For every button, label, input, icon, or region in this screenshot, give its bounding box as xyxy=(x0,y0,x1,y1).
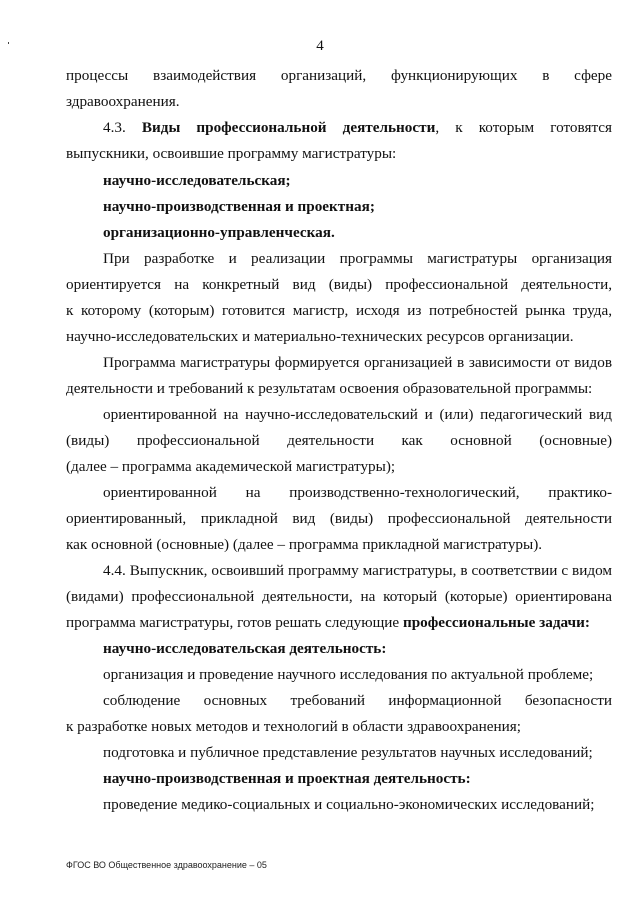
text-line: проведение медико-социальных и социально-экономических исследований; xyxy=(103,796,595,813)
section-4-4-text: 4.4. Выпускник, освоивший программу магистратуры, в соответствии с видом xyxy=(103,562,612,579)
text-line: к которому (которым) готовится магистр, исходя из потребностей рынка труда, xyxy=(66,302,612,319)
text-line: выпускники, освоившие программу магистратуры: xyxy=(66,145,397,162)
text-line: (виды) профессиональной деятельности как основной (основные) xyxy=(66,432,612,449)
text-line: подготовка и публичное представление результатов научных исследований; xyxy=(103,744,593,761)
text-line: ориентированный, прикладной вид (виды) профессиональной деятельности xyxy=(66,510,612,527)
page-number: 4 xyxy=(316,38,324,54)
text-line: как основной (основные) (далее – программа прикладной магистратуры). xyxy=(66,536,543,553)
text-line: здравоохранения. xyxy=(66,93,180,110)
text-line: процессы взаимодействия организаций, функционирующих в сфере xyxy=(66,67,612,84)
text-line: организация и проведение научного исследования по актуальной проблеме; xyxy=(103,666,594,683)
activity-type-item: научно-производственная и проектная; xyxy=(103,198,375,215)
task-group-heading: научно-исследовательская деятельность: xyxy=(103,640,387,657)
text-run: , к которым готовятся xyxy=(435,119,612,136)
text-line: (далее – программа академической магистратуры); xyxy=(66,458,396,475)
section-number: 4.3. xyxy=(103,119,142,136)
task-group-heading: научно-производственная и проектная деятельность: xyxy=(103,770,471,787)
text-line: Программа магистратуры формируется организацией в зависимости от видов xyxy=(103,354,612,371)
text-line: к разработке новых методов и технологий в области здравоохранения; xyxy=(66,718,521,735)
bold-term: Виды профессиональной деятельности xyxy=(141,119,436,136)
activity-type-item: организационно-управленческая. xyxy=(103,224,335,241)
text-line: (видами) профессиональной деятельности, на который (которые) ориентирована xyxy=(66,588,612,605)
text-line: научно-исследовательских и материально-технических ресурсов организации. xyxy=(66,328,574,345)
scan-artifact xyxy=(8,42,9,44)
text-line: соблюдение основных требований информационной безопасности xyxy=(103,692,612,709)
text-run: программа магистратуры, готов решать следующие xyxy=(66,614,403,631)
text-line: При разработке и реализации программы магистратуры организация xyxy=(103,250,612,267)
text-line: деятельности и требований к результатам освоения образовательной программы: xyxy=(66,380,593,397)
text-line: ориентируется на конкретный вид (виды) профессиональной деятельности, xyxy=(66,276,612,293)
text-line: ориентированной на производственно-технологический, практико- xyxy=(103,484,612,501)
text-line: ориентированной на научно-исследовательский и (или) педагогический вид xyxy=(103,406,612,423)
activity-type-item: научно-исследовательская; xyxy=(103,172,291,189)
text-line xyxy=(66,614,612,632)
section-4-3-heading xyxy=(103,119,612,137)
bold-term: профессиональные задачи: xyxy=(402,614,590,631)
page-footer: ФГОС ВО Общественное здравоохранение – 05 xyxy=(66,860,267,870)
